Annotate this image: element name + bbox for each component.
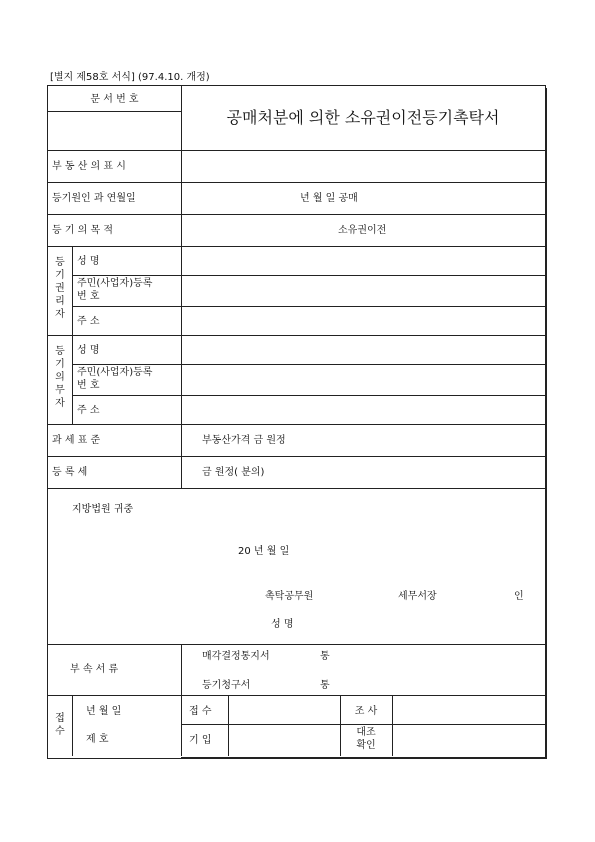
page-title: 공매처분에 의한 소유권이전등기촉탁서 [226,108,500,127]
rights-holder-label: 등기권리자 [55,257,65,320]
record-label: 기 입 [189,735,212,746]
cause-label: 등기원인 과 연월일 [52,193,136,204]
receipt-number: 제 호 [86,734,109,745]
form-label: [별지 제58호 서식] (97.4.10. 개정) [50,72,210,83]
official-name-label: 성 명 [271,619,294,630]
purpose-value: 소유권이전 [338,225,387,236]
frame-shadow-right [545,88,547,759]
reg-tax-label: 등 록 세 [52,467,88,478]
addressee: 지방법원 귀중 [72,504,134,515]
attachments-label: 부 속 서 류 [70,664,119,675]
doc-number-divider [48,111,181,112]
obligor-id-label-2: 번 호 [77,380,100,391]
verify-label: 대조 [356,727,376,738]
body-divider-mask [178,489,184,644]
attachment-item-2: 등기청구서 [202,680,251,691]
column-divider [181,86,182,756]
tax-base-value: 부동산가격 금 원정 [202,435,286,446]
receive-label: 접 수 [189,706,212,717]
tax-office-label: 세무서장 [398,591,437,602]
rights-holder-id-label: 주민(사업자)등록 [77,278,153,289]
seal-label: 인 [514,591,524,602]
frame-shadow-bottom [181,757,547,759]
obligor-address-label: 주 소 [77,405,100,416]
obligor-name-label: 성 명 [77,345,100,356]
attachment-item-1-unit: 통 [320,651,330,662]
cause-value: 년 월 일 공매 [300,193,358,204]
obligor-label: 등기의무자 [55,346,65,409]
doc-number-label: 문 서 번 호 [90,94,139,105]
form-frame [47,85,546,759]
rights-holder-name-label: 성 명 [77,256,100,267]
verify-label-2: 확인 [356,740,376,751]
reg-tax-value: 금 원정( 분의) [202,467,265,478]
official-label: 촉탁공무원 [265,591,314,602]
receipt-label: 접수 [55,713,65,737]
property-label: 부 동 산 의 표 시 [52,161,126,172]
attachment-item-2-unit: 통 [320,680,330,691]
inspect-label: 조 사 [354,706,378,717]
request-date: 20 년 월 일 [238,546,290,557]
attachment-item-1: 매각결정통지서 [202,651,270,662]
obligor-id-label: 주민(사업자)등록 [77,367,153,378]
rights-holder-address-label: 주 소 [77,316,100,327]
receipt-date: 년 월 일 [86,706,122,717]
purpose-label: 등 기 의 목 적 [52,225,114,236]
rights-holder-id-label-2: 번 호 [77,291,100,302]
tax-base-label: 과 세 표 준 [52,435,101,446]
